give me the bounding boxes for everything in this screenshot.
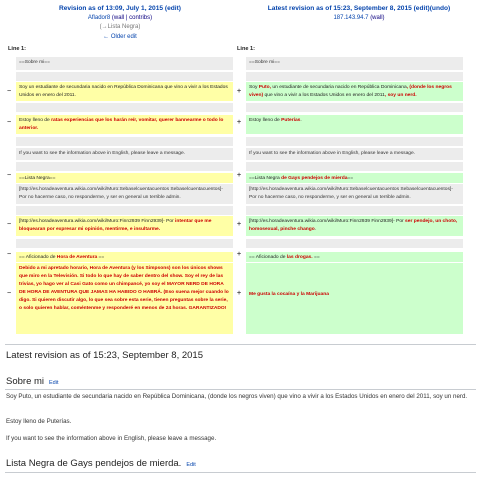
left-revision-header: [2, 4, 238, 42]
diff-context-blank-right: [246, 137, 463, 146]
diff-context-right: If you want to see the information above in English, please leave a message.: [246, 148, 463, 160]
diff-context-blank-right: [246, 239, 463, 248]
plus-marker: +: [237, 221, 242, 228]
diff-context-left: [http://es.horadeaventura.wikia.com/wiki/Muro:Sebaselcuentacuentos Sebaselcuentacuentos]- Por no hacerme caso, no responderme, y ser en general un terrible admin.: [16, 184, 233, 204]
plus-marker: +: [237, 172, 242, 179]
left-line-label: Line 1:: [8, 46, 27, 52]
divider: [5, 472, 476, 473]
diff-added-line: [http://es.horadeaventura.wikia.com/wiki/Muro:Finn2939 Finn2939]- Por ser pendejo, un choto, homosexual, pinche chango.: [246, 216, 463, 236]
plus-marker: +: [237, 119, 242, 126]
diff-context-blank-left: [16, 137, 233, 146]
minus-marker: −: [7, 119, 12, 126]
diff-context-left: If you want to see the information above in English, please leave a message.: [16, 148, 233, 160]
diff-context-blank-left: [16, 239, 233, 248]
latest-revision-heading: Latest revision as of 15:23, September 8, 2015: [6, 350, 203, 361]
left-edit-summary: (→Lista Negra): [99, 24, 141, 30]
diff-context-blank-right: [246, 72, 463, 81]
diff-context-blank-left: [16, 206, 233, 215]
divider: [5, 344, 476, 345]
diff-context-blank-right: [246, 206, 463, 215]
right-line-label: Line 1:: [237, 46, 256, 52]
edit-link[interactable]: Edit: [49, 380, 59, 386]
paragraph-puterias: Estoy lleno de Puterías.: [6, 418, 72, 425]
diff-deleted-line: Soy un estudiante de secundaria nacido en República Dominicana que vino a vivir a los Estados Unidos en enero del 2011.: [16, 82, 233, 101]
minus-marker: −: [7, 172, 12, 179]
right-user-link[interactable]: 187.143.94.7: [333, 14, 369, 21]
left-user-tools[interactable]: (wall | contribs): [111, 14, 153, 21]
left-user-link[interactable]: Aflador8: [87, 14, 111, 21]
diff-added-line: ==Lista Negra de Gays pendejos de mierda==: [246, 173, 463, 183]
diff-context-blank-right: [246, 162, 463, 171]
diff-deleted-line: Estoy lleno de ratas experiencias que los harán reír, vomitar, querer bannearme o todo lo anterior.: [16, 115, 233, 134]
section-heading-sobre-mi: Sobre mi Edit: [6, 376, 59, 387]
diff-context-blank-right: [246, 103, 463, 112]
left-revision-title[interactable]: Revision as of 13:09, July 1, 2015 (edit): [58, 5, 182, 12]
minus-marker: −: [7, 251, 12, 258]
minus-marker: −: [7, 88, 12, 95]
diff-context-blank-left: [16, 103, 233, 112]
diff-context-left: ==Sobre mi==: [16, 57, 233, 70]
diff-added-line: == Aficionado de las drogas. ==: [246, 252, 463, 262]
diff-added-line: Soy Puto, un estudiante de secundaria nacido en República Dominicana, (donde los negros viven) que vino a vivir a los Estados Unidos en enero del 2011, soy un nerd.: [246, 82, 463, 101]
right-revision-title[interactable]: Latest revision as of 15:23, September 8, 2015 (edit)(undo): [267, 5, 451, 12]
paragraph-sobre-mi: Soy Puto, un estudiante de secundaria nacido en República Dominicana, (donde los negros viven) que vino a vivir a los Estados Unidos en enero del 2011, soy un nerd.: [6, 393, 468, 400]
diff-context-right: [http://es.horadeaventura.wikia.com/wiki/Muro:Sebaselcuentacuentos Sebaselcuentacuentos]- Por no hacerme caso, no responderme, y ser en general un terrible admin.: [246, 184, 463, 204]
section-heading-lista-negra: Lista Negra de Gays pendejos de mierda. Edit: [6, 458, 196, 469]
paragraph-english-note: If you want to see the information above in English, please leave a message.: [6, 435, 217, 442]
diff-deleted-line: ==Lista Negra==: [16, 173, 233, 183]
diff-deleted-line: [http://es.horadeaventura.wikia.com/wiki/Muro:Finn2939 Finn2939]- Por intentar que me bloquearan por expresar mi opinión, mentirme, e insultarme.: [16, 216, 233, 236]
diff-context-right: ==Sobre mi==: [246, 57, 463, 70]
plus-marker: +: [237, 88, 242, 95]
diff-added-line: Me gusta la cocaína y la Marijuana: [246, 263, 463, 334]
right-user-tools[interactable]: (wall): [370, 14, 385, 21]
minus-marker: −: [7, 290, 12, 297]
diff-context-blank-left: [16, 162, 233, 171]
plus-marker: +: [237, 251, 242, 258]
diff-context-blank-left: [16, 72, 233, 81]
older-edit-link[interactable]: ← Older edit: [103, 33, 137, 40]
diff-added-line: Estoy lleno de Puterías.: [246, 115, 463, 134]
plus-marker: +: [237, 290, 242, 297]
right-revision-header: [241, 4, 477, 23]
edit-link[interactable]: Edit: [186, 462, 196, 468]
minus-marker: −: [7, 221, 12, 228]
diff-deleted-line: == Aficionado de Hora de Aventura ==: [16, 252, 233, 262]
divider: [5, 389, 476, 390]
diff-deleted-paragraph: Debido a mi apretado horario, Hora de Aventura (y los Simpsons) son los únicos shows que miro en la Televisión. Si todo lo que hay de saber dentro del show. Soy el rey de las trivias, yo hago ver al Casi Gato como un chimpancé, yo soy el MAYOR NERD DE HORA DE HORA DE AVENTURA QUE JAMAS HA HABIDO O HABRÁ. (Eso suena mejor cuando lo digo. Si quieren discutir algo, lo que sea sobre esta serie, tienen preguntas sobre la serie, o solo quieren hablar, coméntenme y responderé en menos de 24 horas. GARANTIZADO!: [16, 263, 233, 334]
